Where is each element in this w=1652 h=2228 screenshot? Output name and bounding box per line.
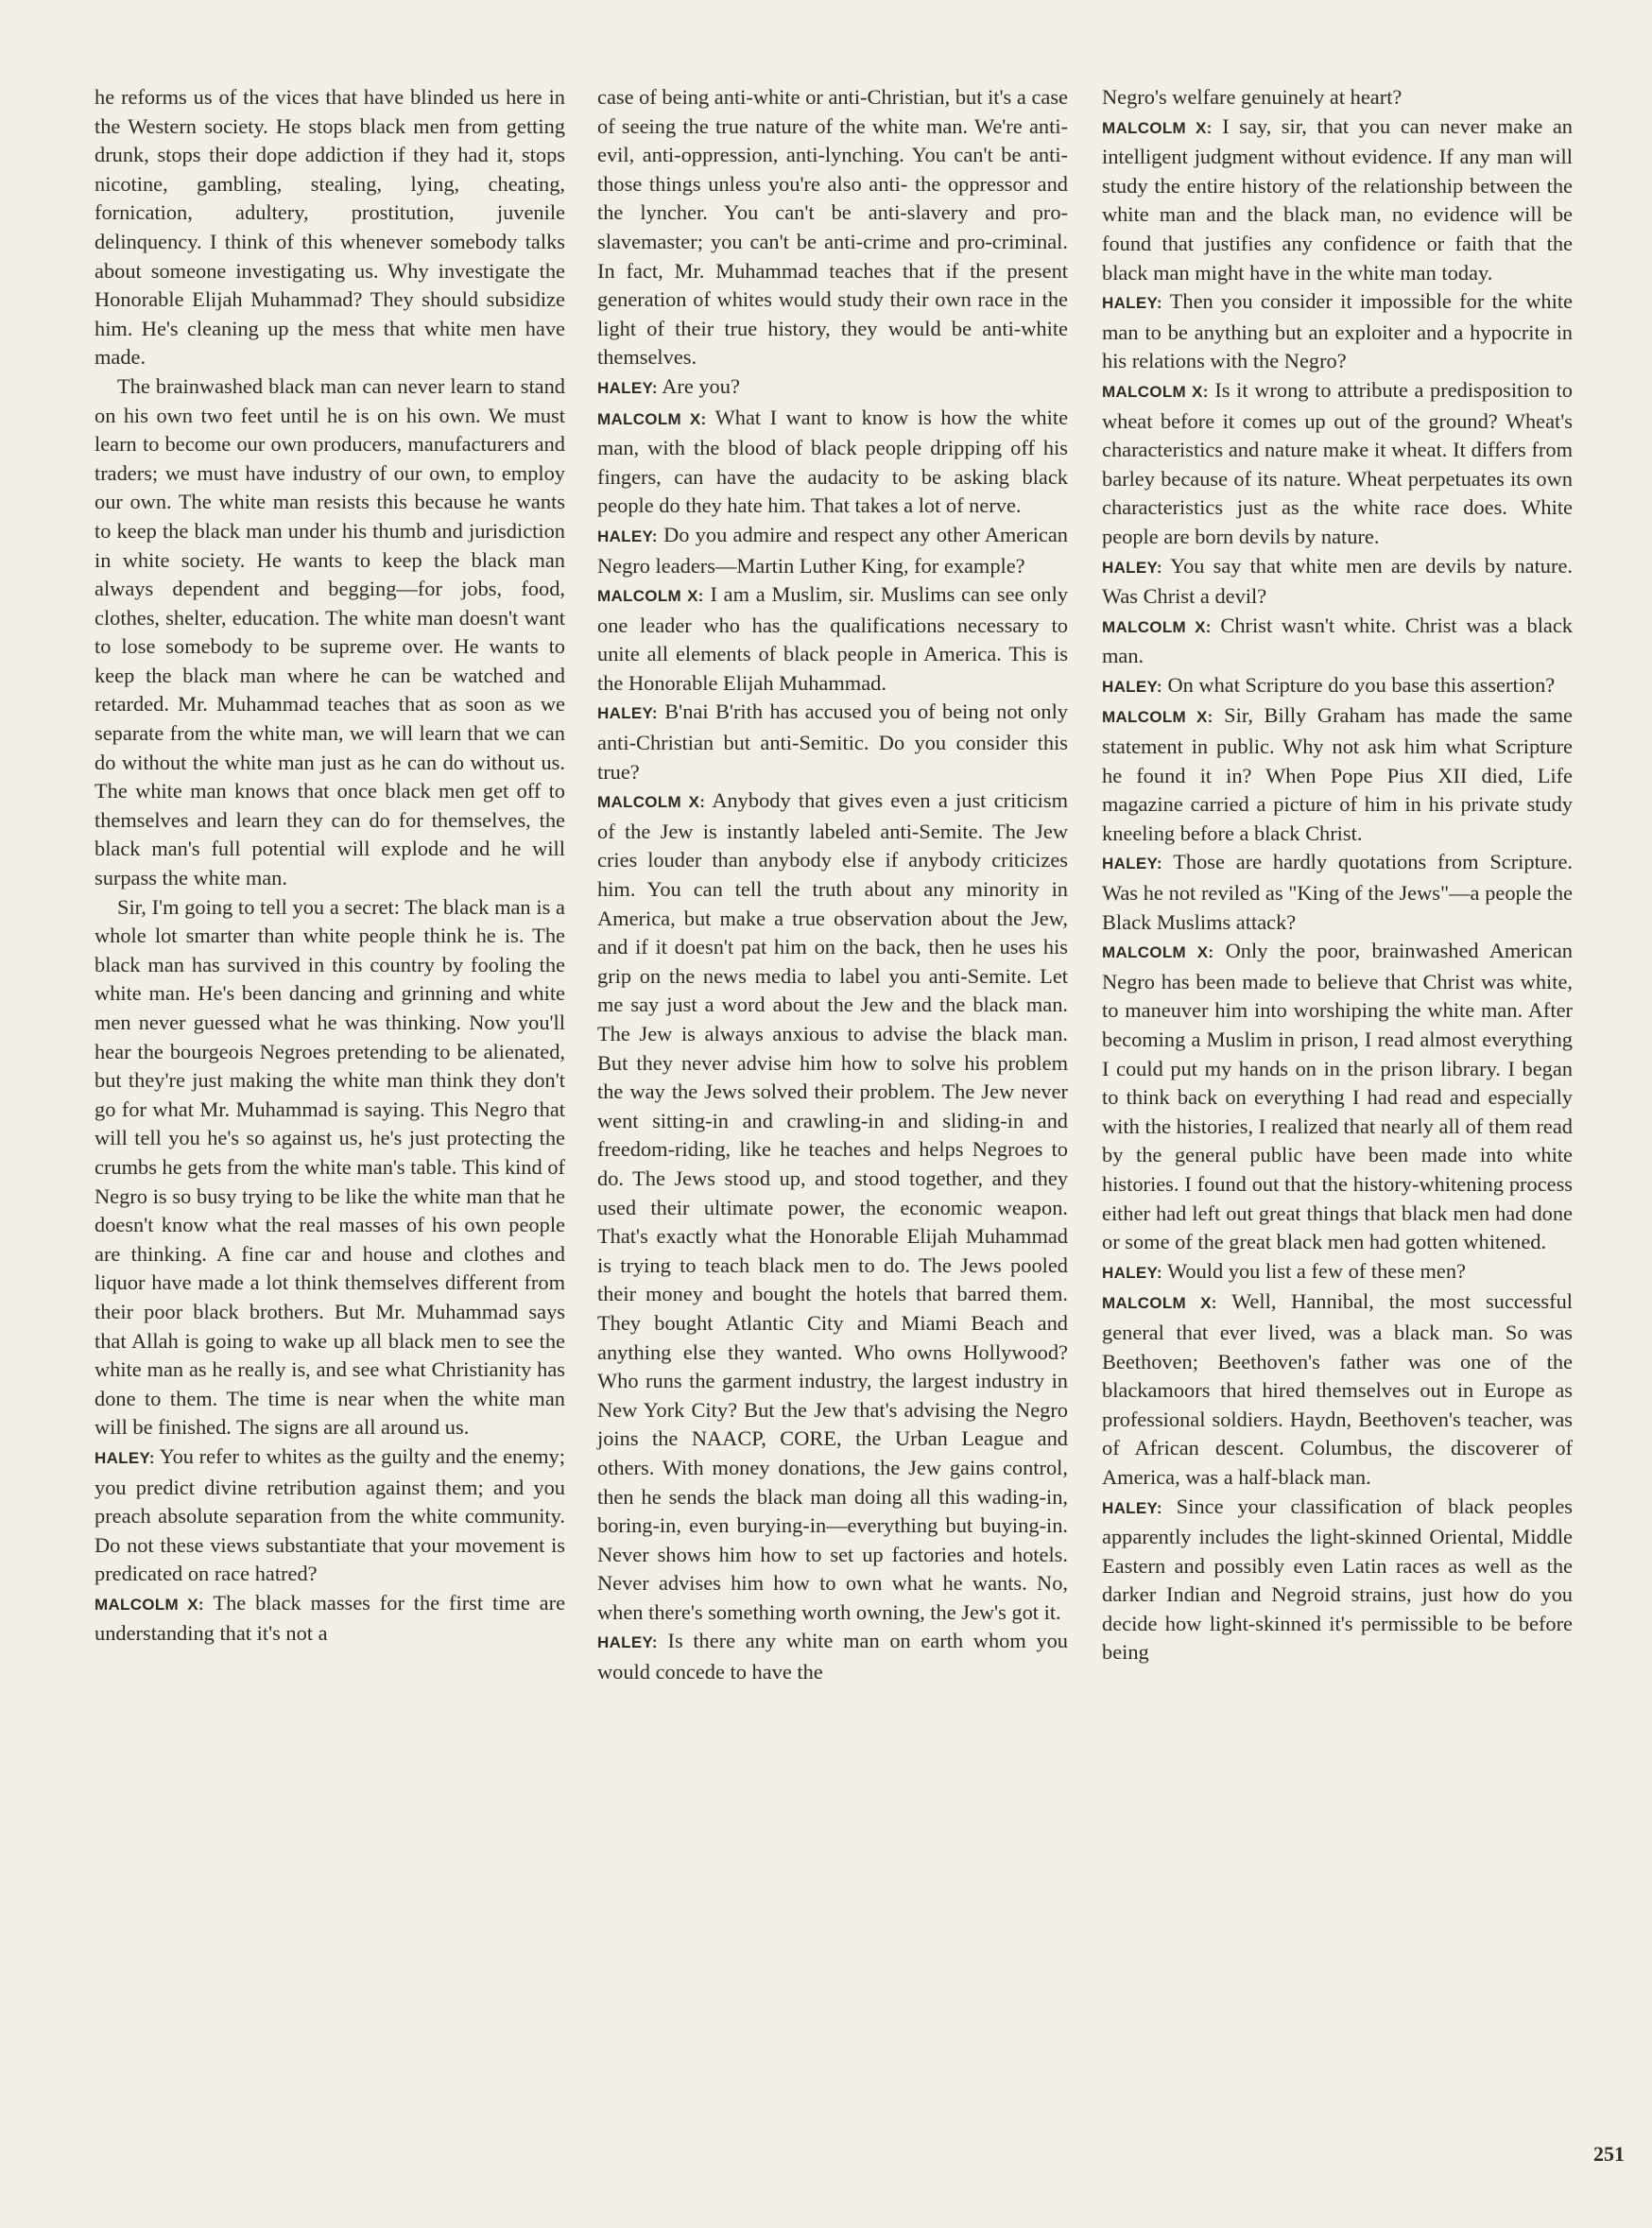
speaker-label: HALEY:	[1102, 677, 1162, 696]
speaker-label: MALCOLM X:	[597, 793, 706, 812]
paragraph-text: case of being anti-white or anti-Christian, but it's a case of seeing the true nature of the white man. We're anti-evil, anti-oppression, anti-lynching. You can't be anti- those things unless you're also anti- the oppressor and the lyncher. You can't be anti-slavery and pro-slavemaster; you can't be anti-crime and pro-criminal. In fact, Mr. Muhammad teaches that if the present generation of whites would study their own race in the light of their true history, they would be anti-white themselves.	[597, 85, 1068, 370]
dialogue-paragraph	[1102, 287, 1573, 376]
speaker-label: MALCOLM X:	[1102, 118, 1213, 137]
paragraph-text: You refer to whites as the guilty and the enemy; you predict divine retribution against them; and you preach absolute separation from the white community. Do not these views substantiate that your movement is predicated on race hatred?	[95, 1443, 565, 1586]
text-column-middle	[597, 83, 1068, 1687]
dialogue-paragraph	[1102, 937, 1573, 1257]
paragraph-text: On what Scripture do you base this assertion?	[1167, 672, 1556, 697]
speaker-label: HALEY:	[1102, 558, 1162, 577]
speaker-label: MALCOLM X:	[1102, 708, 1213, 727]
paragraph-text: Are you?	[662, 373, 740, 398]
paragraph-text: Those are hardly quotations from Scripture. Was he not reviled as "King of the Jews"—a people the Black Muslims attack?	[1102, 850, 1573, 934]
speaker-label: HALEY:	[1102, 294, 1162, 313]
dialogue-paragraph	[597, 372, 1068, 404]
dialogue-paragraph	[95, 1589, 565, 1649]
speaker-label: HALEY:	[597, 378, 658, 397]
speaker-label: HALEY:	[1102, 855, 1162, 873]
dialogue-paragraph	[1102, 1257, 1573, 1288]
dialogue-paragraph	[1102, 671, 1573, 702]
dialogue-paragraph	[597, 786, 1068, 1627]
paragraph-text: Is there any white man on earth whom you would concede to have the	[597, 1629, 1068, 1684]
paragraph-text: Christ wasn't white. Christ was a black man.	[1102, 613, 1573, 668]
paragraph-text: he reforms us of the vices that have blinded us here in the Western society. He stops black men from getting drunk, stops their dope addiction if they had it, stops nicotine, gambling, stealing, lying, cheating, fornication, adultery, prostitution, juvenile delinquency. I think of this whenever somebody talks about someone investigating us. Why investigate the Honorable Elijah Muhammad? They should subsidize him. He's cleaning up the mess that white men have made.	[95, 85, 565, 370]
paragraph-text: Then you consider it impossible for the white man to be anything but an exploiter and a hypocrite in his relations with the Negro?	[1102, 289, 1573, 373]
speaker-label: MALCOLM X:	[1102, 382, 1209, 401]
paragraph-text: Would you list a few of these men?	[1167, 1258, 1466, 1283]
paragraph-text: Only the poor, brainwashed American Negro has been made to believe that Christ was white, to maneuver him into worshiping the white man. After becoming a Muslim in prison, I read almost everything I could put my hands on in the prison library. I began to think back on everything I had read and especially with the histories, I realized that nearly all of them read by the general public have been made into white histories. I found out that the history-whitening process either had left out great things that black men had done or some of the great black men had gotten whitened.	[1102, 939, 1573, 1254]
paragraph-text: I say, sir, that you can never make an intelligent judgment without evidence. If any man will study the entire history of the relationship between the white man and the black man, no evidence will be found that justifies any confidence or faith that the black man might have in the white man today.	[1102, 113, 1573, 285]
dialogue-paragraph	[1102, 848, 1573, 937]
speaker-label: HALEY:	[597, 527, 658, 545]
paragraph-text: The brainwashed black man can never learn to stand on his own two feet until he is on his own. We must learn to become our own producers, manufacturers and traders; we must have industry of our own, to employ our own. The white man resists this because he wants to keep the black man under his thumb and jurisdiction in white society. He wants to keep the black man always dependent and begging—for jobs, food, clothes, shelter, education. The white man doesn't want to lose somebody to be supreme over. He wants to keep the black man where he can be watched and retarded. Mr. Muhammad teaches that as soon as we separate from the white man, we will learn that we can do without the white man just as he can do without us. The white man knows that once black men get off to themselves and learn they can do for themselves, the black man's full potential will explode and he will surpass the white man.	[95, 373, 565, 890]
body-paragraph	[1102, 83, 1573, 112]
dialogue-paragraph	[597, 698, 1068, 786]
paragraph-text: Do you admire and respect any other American Negro leaders—Martin Luther King, for example?	[597, 522, 1068, 578]
speaker-label: MALCOLM X:	[597, 587, 704, 606]
paragraph-text: Negro's welfare genuinely at heart?	[1102, 85, 1402, 109]
body-paragraph	[95, 893, 565, 1442]
speaker-label: MALCOLM X:	[1102, 1294, 1217, 1313]
paragraph-text: B'nai B'rith has accused you of being not only anti-Christian but anti-Semitic. Do you consider this true?	[597, 699, 1068, 784]
speaker-label: MALCOLM X:	[1102, 943, 1214, 962]
paragraph-text: Sir, I'm going to tell you a secret: The black man is a whole lot smarter than white people think he is. The black man has survived in this country by fooling the white man. He's been dancing and grinning and white men never guessed what he was thinking. Now you'll hear the bourgeois Negroes pretending to be alienated, but they're just making the white man think they don't go for what Mr. Muhammad is saying. This Negro that will tell you he's so against us, he's just protecting the crumbs he gets from the white man's table. This kind of Negro is so busy trying to be like the white man that he doesn't know what the real masses of his own people are thinking. A fine car and house and clothes and liquor have made a lot think themselves different from their poor black brothers. But Mr. Muhammad says that Allah is going to wake up all black men to see the white man as he really is, and see what Christianity has done to them. The time is near when the white man will be finished. The signs are all around us.	[95, 894, 565, 1440]
dialogue-paragraph	[1102, 612, 1573, 671]
body-paragraph	[95, 372, 565, 893]
paragraph-text: What I want to know is how the white man, with the blood of black people dripping off his fingers, can have the audacity to be asking black people do they hate him. That takes a lot of nerve.	[597, 405, 1069, 518]
paragraph-text: You say that white men are devils by nature. Was Christ a devil?	[1102, 553, 1573, 609]
dialogue-paragraph	[597, 1627, 1068, 1686]
paragraph-text: Anybody that gives even a just criticism of the Jew is instantly labeled anti-Semite. The Jew cries louder than anybody else if anybody criticizes him. You can tell the truth about any minority in America, but make a true observation about the Jew, and if it doesn't pat him on the back, then he uses his grip on the news media to label you anti-Semite. Let me say just a word about the Jew and the black man. The Jew is always anxious to advise the black man. But they never advise him how to solve his problem the way the Jews solved their problem. The Jew never went sitting-in and crawling-in and sliding-in and freedom-riding, like he teaches and helps Negroes to do. The Jews stood up, and stood together, and they used their ultimate power, the economic weapon. That's exactly what the Honorable Elijah Muhammad is trying to teach black men to do. The Jews pooled their money and bought the hotels that barred them. They bought Atlantic City and Miami Beach and anything else they wanted. Who owns Hollywood? Who runs the garment industry, the largest industry in New York City? But the Jew that's advising the Negro joins the NAACP, CORE, the Urban League and others. With money donations, the Jew gains control, then he sends the black man doing all this wading-in, boring-in, even burying-in—everything but buying-in. Never shows him how to set up factories and hotels. Never advises him how to own what he wants. No, when there's something worth owning, the Jew's got it.	[597, 788, 1068, 1624]
dialogue-paragraph	[597, 404, 1068, 521]
speaker-label: MALCOLM X:	[1102, 617, 1212, 636]
dialogue-paragraph	[1102, 1287, 1573, 1492]
paragraph-text: Since your classification of black peoples apparently includes the light-skinned Oriental, Middle Eastern and possibly even Latin races as well as the darker Indian and Negroid strains, just how do you decide how light-skinned it's permissible to be before being	[1102, 1494, 1573, 1665]
speaker-label: HALEY:	[1102, 1263, 1162, 1282]
paragraph-text: Well, Hannibal, the most successful general that ever lived, was a black man. So was Beethoven; Beethoven's father was one of the blackamoors that hired themselves out in Europe as professional soldiers. Haydn, Beethoven's teacher, was of African descent. Columbus, the discoverer of America, was a half-black man.	[1102, 1289, 1573, 1489]
dialogue-paragraph	[597, 580, 1068, 698]
text-column-left	[95, 83, 565, 1649]
paragraph-text: I am a Muslim, sir. Muslims can see only one leader who has the qualifications necessary to unite all elements of black people in America. This is the Honorable Elijah Muhammad.	[597, 582, 1068, 695]
speaker-label: MALCOLM X:	[95, 1595, 204, 1614]
speaker-label: HALEY:	[597, 704, 658, 723]
paragraph-text: Sir, Billy Graham has made the same statement in public. Why not ask him what Scripture he found it in? When Pope Pius XII died, Life magazine carried a picture of him in his private study kneeling before a black Christ.	[1102, 703, 1573, 845]
text-column-right	[1102, 83, 1573, 1667]
body-paragraph	[597, 83, 1068, 372]
dialogue-paragraph	[597, 521, 1068, 580]
dialogue-paragraph	[95, 1442, 565, 1589]
speaker-label: MALCOLM X:	[597, 409, 707, 428]
speaker-label: HALEY:	[597, 1633, 658, 1652]
page-number: 251	[1593, 2142, 1625, 2166]
speaker-label: HALEY:	[95, 1448, 155, 1467]
speaker-label: HALEY:	[1102, 1498, 1162, 1517]
dialogue-paragraph	[1102, 112, 1573, 288]
dialogue-paragraph	[1102, 376, 1573, 552]
paragraph-text: The black masses for the first time are understanding that it's not a	[95, 1590, 566, 1646]
dialogue-paragraph	[1102, 1493, 1573, 1668]
body-paragraph	[95, 83, 565, 372]
paragraph-text: Is it wrong to attribute a predisposition to wheat before it comes up out of the ground? Wheat's characteristics and nature make it wheat. It differs from barley because of its nature. Wheat perpetuates its own characteristics just as the white race does. White people are born devils by nature.	[1102, 377, 1574, 548]
dialogue-paragraph	[1102, 701, 1573, 848]
dialogue-paragraph	[1102, 552, 1573, 612]
